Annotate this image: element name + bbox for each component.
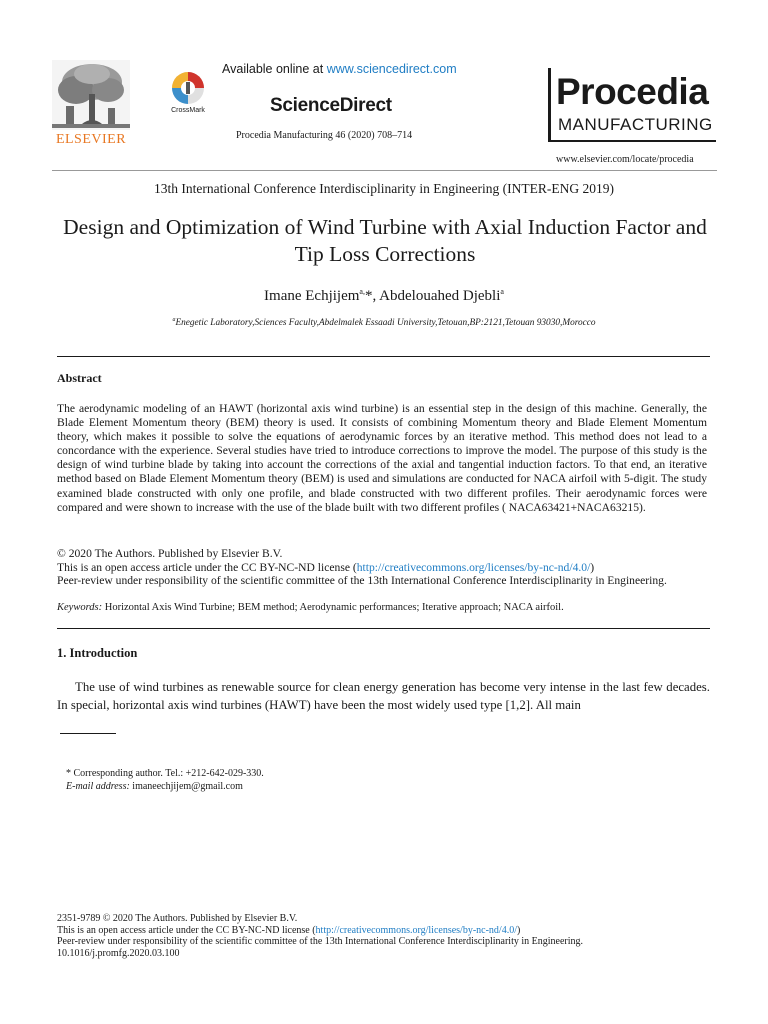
conference-line: 13th International Conference Interdisciplinarity in Engineering (INTER-ENG 2019)	[154, 181, 614, 196]
elsevier-wordmark: ELSEVIER	[55, 132, 127, 147]
author-separator: ,	[372, 288, 380, 304]
procedia-wordmark: Procedia	[556, 71, 709, 112]
bottom-info-block	[57, 913, 727, 959]
footnote-divider	[60, 733, 116, 734]
email-address[interactable]: imaneechjijem@gmail.com	[129, 781, 243, 792]
abstract-body: The aerodynamic modeling of an HAWT (horizontal axis wind turbine) is an essential step in the design of this machine. Generally, the Blade Element Momentum theory (BEM) theory is used. It consists of combining Momentum theory and Blade Element Momentum theory, which makes it possible to solve the equations of aerodynamic forces by an iterative method. This method does not lead to a concordance with the experience. Several studies have tried to introduce corrections to improve the model. The purpose of this study is the design of wind turbine blade by taking into account the corrections of the axial and tangential induction factors. To that end, an iterative method based on Blade Element Momentum theory (BEM) is used and simulations are conducted for NACA airfoil with 5-digit. The study examined blade constructed with only one profile, and blade constructed with two different profiles. Their aerodynamic forces were compared and were shown to increase with the use of the blade built with two different profiles ( NACA63421+NACA63215).	[57, 402, 707, 514]
license-link[interactable]: http://creativecommons.org/licenses/by-nc-nd/4.0/	[356, 560, 591, 574]
header-divider	[52, 170, 717, 171]
peer-review-line: Peer-review under responsibility of the scientific committee of the 13th International Conference Interdisciplinarity in Engineering.	[57, 574, 667, 588]
email-label: E-mail address:	[66, 781, 130, 792]
affiliation-text: Enegetic Laboratory,Sciences Faculty,Abdelmalek Essaadi University,Tetouan,BP:2121,Tetouan 93030,Morocco	[175, 318, 596, 329]
author-name: Imane Echjijem	[264, 288, 360, 304]
abstract-top-divider	[57, 356, 710, 357]
introduction-body: The use of wind turbines as renewable source for clean energy generation has become very intense in the last few decades. In special, horizontal axis wind turbines (HAWT) have been the most widely used type [1,2]. All main	[57, 680, 710, 712]
author-list	[0, 287, 768, 305]
available-prefix: Available online at	[222, 62, 324, 76]
corresponding-mark: *	[364, 288, 373, 304]
license-prefix: This is an open access article under the CC BY-NC-ND license (	[57, 560, 357, 574]
bottom-license-line	[57, 925, 727, 937]
section-heading-introduction: 1. Introduction	[57, 646, 138, 660]
license-suffix: )	[590, 560, 595, 574]
issn-line: 2351-9789 © 2020 The Authors. Published by Elsevier B.V.	[57, 913, 298, 924]
corresponding-author-line: * Corresponding author. Tel.: +212-642-029-330.	[66, 768, 264, 779]
keywords-line	[57, 602, 707, 613]
bottom-license-link[interactable]: http://creativecommons.org/licenses/by-nc-nd/4.0/	[315, 924, 517, 936]
journal-url[interactable]: www.elsevier.com/locate/procedia	[556, 154, 694, 165]
bottom-peer-review-line: Peer-review under responsibility of the scientific committee of the 13th International Conference Interdisciplinarity in Engineering.	[57, 936, 584, 948]
journal-citation: Procedia Manufacturing 46 (2020) 708–714	[236, 130, 413, 141]
crossmark-label: CrossMark	[171, 107, 205, 114]
copyright-line: © 2020 The Authors. Published by Elsevier B.V.	[57, 547, 283, 560]
email-line	[66, 780, 566, 793]
license-line	[57, 561, 717, 575]
bottom-license-suffix: )	[516, 924, 521, 936]
procedia-logo-underline	[548, 140, 716, 142]
copyright-block	[57, 547, 717, 588]
sciencedirect-link[interactable]: www.sciencedirect.com	[326, 62, 457, 76]
manufacturing-wordmark: MANUFACTURING	[558, 115, 713, 134]
crossmark-icon[interactable]	[166, 70, 210, 122]
abstract-bottom-divider	[57, 628, 710, 629]
bottom-license-prefix: This is an open access article under the CC BY-NC-ND license (	[57, 924, 316, 936]
procedia-logo-bar	[548, 68, 551, 140]
available-online-line	[222, 62, 457, 76]
author-affiliation-mark: a	[500, 287, 504, 296]
paper-title: Design and Optimization of Wind Turbine with Axial Induction Factor and Tip Loss Corrections	[63, 215, 707, 266]
author-affiliation-mark: a,	[359, 287, 365, 296]
affiliation-mark: a	[172, 317, 176, 323]
doi-line[interactable]: 10.1016/j.promfg.2020.03.100	[57, 947, 180, 959]
author-name: Abdelouahed Djebli	[379, 288, 501, 304]
sciencedirect-wordmark: ScienceDirect	[270, 95, 392, 116]
keywords-text: Horizontal Axis Wind Turbine; BEM method; Aerodynamic performances; Iterative approach; NACA airfoil.	[102, 602, 564, 613]
abstract-heading: Abstract	[57, 371, 102, 385]
affiliation-line	[0, 317, 768, 328]
keywords-label: Keywords:	[57, 602, 103, 613]
footnote	[66, 767, 566, 793]
